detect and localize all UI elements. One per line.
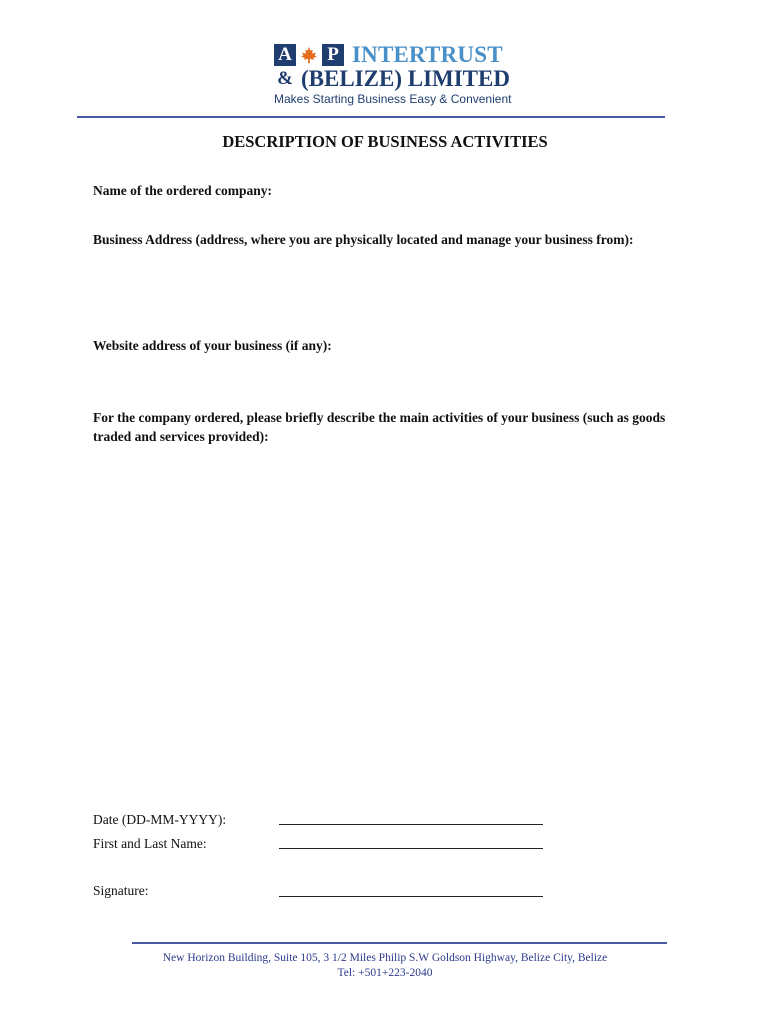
signature-label: Signature: <box>93 883 149 898</box>
date-line <box>279 824 543 825</box>
footer-phone: Tel: +501+223-2040 <box>337 967 433 979</box>
logo-letter-a: A <box>274 44 296 66</box>
footer-divider <box>132 942 667 944</box>
name-label: First and Last Name: <box>93 836 207 851</box>
website-label: Website address of your business (if any): <box>93 338 332 353</box>
footer-address: New Horizon Building, Suite 105, 3 1/2 Miles Philip S.W Goldson Highway, Belize City, Belize <box>162 952 608 964</box>
logo-letter-p: P <box>322 44 344 66</box>
name-line <box>279 848 543 849</box>
logo-name-line1: INTERTRUST <box>352 42 503 67</box>
company-logo <box>272 42 512 108</box>
company-name-label: Name of the ordered company: <box>93 183 272 198</box>
activities-label: For the company ordered, please briefly describe the main activities of your business (such as goods traded and services provided): <box>93 410 666 444</box>
signature-line <box>279 896 543 897</box>
business-address-label: Business Address (address, where you are physically located and manage your business from): <box>93 232 634 247</box>
logo-name-line2: (BELIZE) LIMITED <box>301 66 510 91</box>
logo-tagline: Makes Starting Business Easy & Convenient <box>274 92 512 106</box>
logo-ampersand: & <box>274 68 296 90</box>
header-divider <box>77 116 665 118</box>
maple-leaf-icon <box>298 44 320 66</box>
date-label: Date (DD-MM-YYYY): <box>93 812 227 827</box>
document-title: DESCRIPTION OF BUSINESS ACTIVITIES <box>222 132 548 151</box>
